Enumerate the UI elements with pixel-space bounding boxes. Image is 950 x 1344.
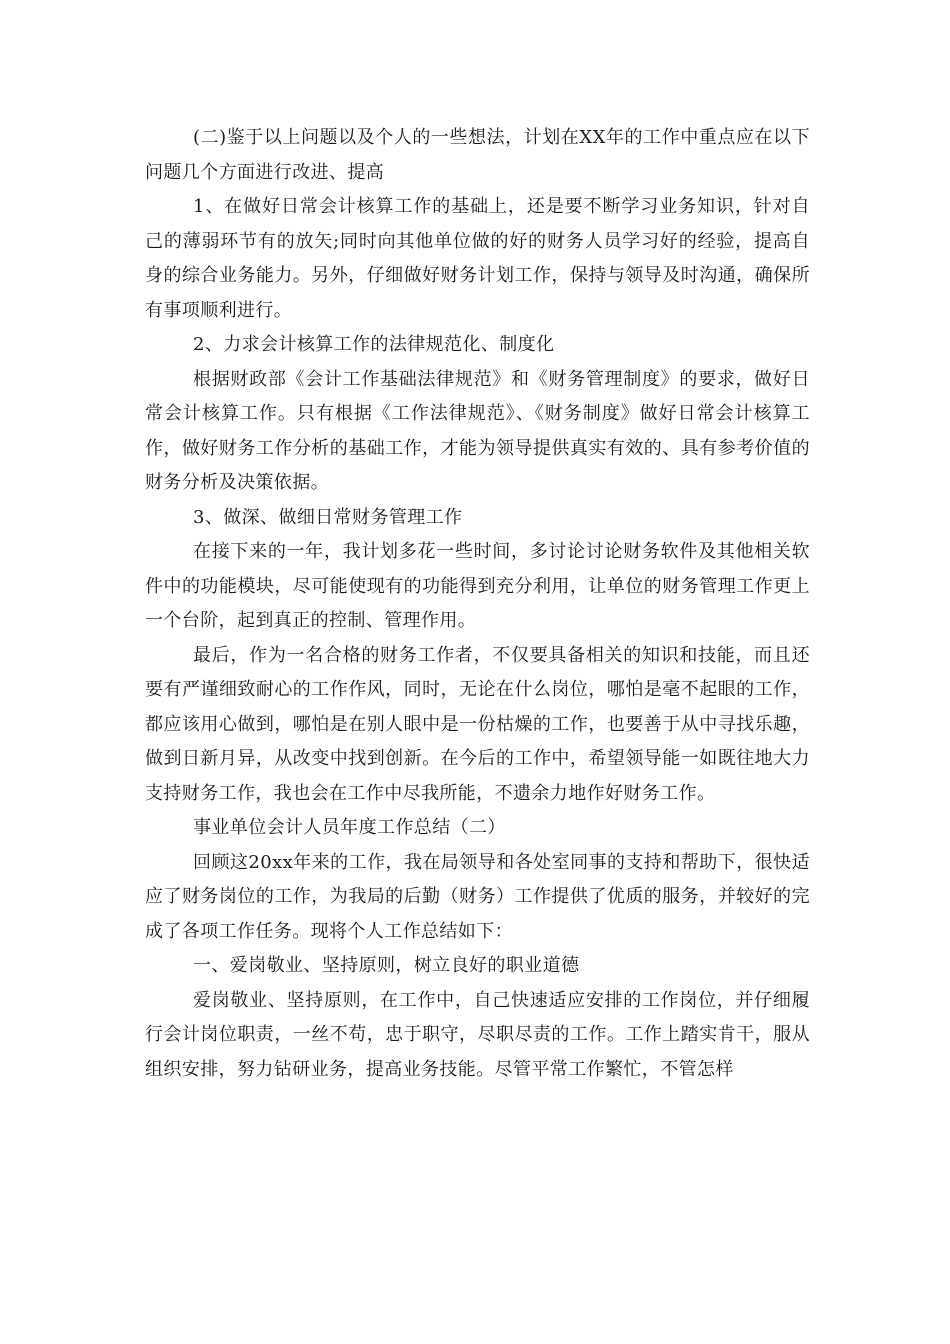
paragraph-conclusion: 最后，作为一名合格的财务工作者，不仅要具备相关的知识和技能，而且还要有严谨细致耐心的工作作风，同时，无论在什么岗位，哪怕是毫不起眼的工作，都应该用心做到，哪怕是在别人眼中是一份枯燥的工作，也要善于从中寻找乐趣，做到日新月异，从改变中找到创新。在今后的工作中，希望领导能一如既往地大力支持财务工作，我也会在工作中尽我所能，不遗余力地作好财务工作。 [145, 644, 810, 804]
paragraph-improvement-plan: (二)鉴于以上问题以及个人的一些想法，计划在XX年的工作中重点应在以下问题几个方面进行改进、提高 [145, 127, 810, 183]
paragraph-point-3-body: 在接下来的一年，我计划多花一些时间，多讨论讨论财务软件及其他相关软件中的功能模块，尽可能使现有的功能得到充分利用，让单位的财务管理工作更上一个台阶，起到真正的控制、管理作用。 [145, 541, 810, 631]
paragraph-review-intro: 回顾这20xx年来的工作，我在局领导和各处室同事的支持和帮助下，很快适应了财务岗位的工作，为我局的后勤（财务）工作提供了优质的服务，并较好的完成了各项工作任务。现将个人工作总结如下： [145, 851, 810, 942]
paragraph-point-2-heading: 2、力求会计核算工作的法律规范化、制度化 [193, 334, 555, 355]
paragraph-section-1-body: 爱岗敬业、坚持原则，在工作中，自己快速适应安排的工作岗位，并仔细履行会计岗位职责，一丝不苟，忠于职守，尽职尽责的工作。工作上踏实肯干，服从组织安排，努力钻研业务，提高业务技能。尽管平常工作繁忙，不管怎样 [145, 989, 810, 1080]
paragraph-section-1-heading: 一、爱岗敬业、坚持原则，树立良好的职业道德 [193, 955, 580, 976]
paragraph-point-2-body: 根据财政部《会计工作基础法律规范》和《财务管理制度》的要求，做好日常会计核算工作。只有根据《工作法律规范》、《财务制度》做好日常会计核算工作，做好财务工作分析的基础工作，才能为领导提供真实有效的、具有参考价值的财务分析及决策依据。 [145, 368, 810, 493]
paragraph-point-3-heading: 3、做深、做细日常财务管理工作 [193, 506, 463, 528]
section-title-summary-2: 事业单位会计人员年度工作总结（二） [193, 817, 506, 838]
document-body [145, 121, 810, 1087]
paragraph-point-1: 1、在做好日常会计核算工作的基础上，还是要不断学习业务知识，针对自己的薄弱环节有的放矢;同时向其他单位做的好的财务人员学习好的经验，提高自身的综合业务能力。另外，仔细做好财务计划工作，保持与领导及时沟通，确保所有事项顺利进行。 [145, 196, 810, 321]
